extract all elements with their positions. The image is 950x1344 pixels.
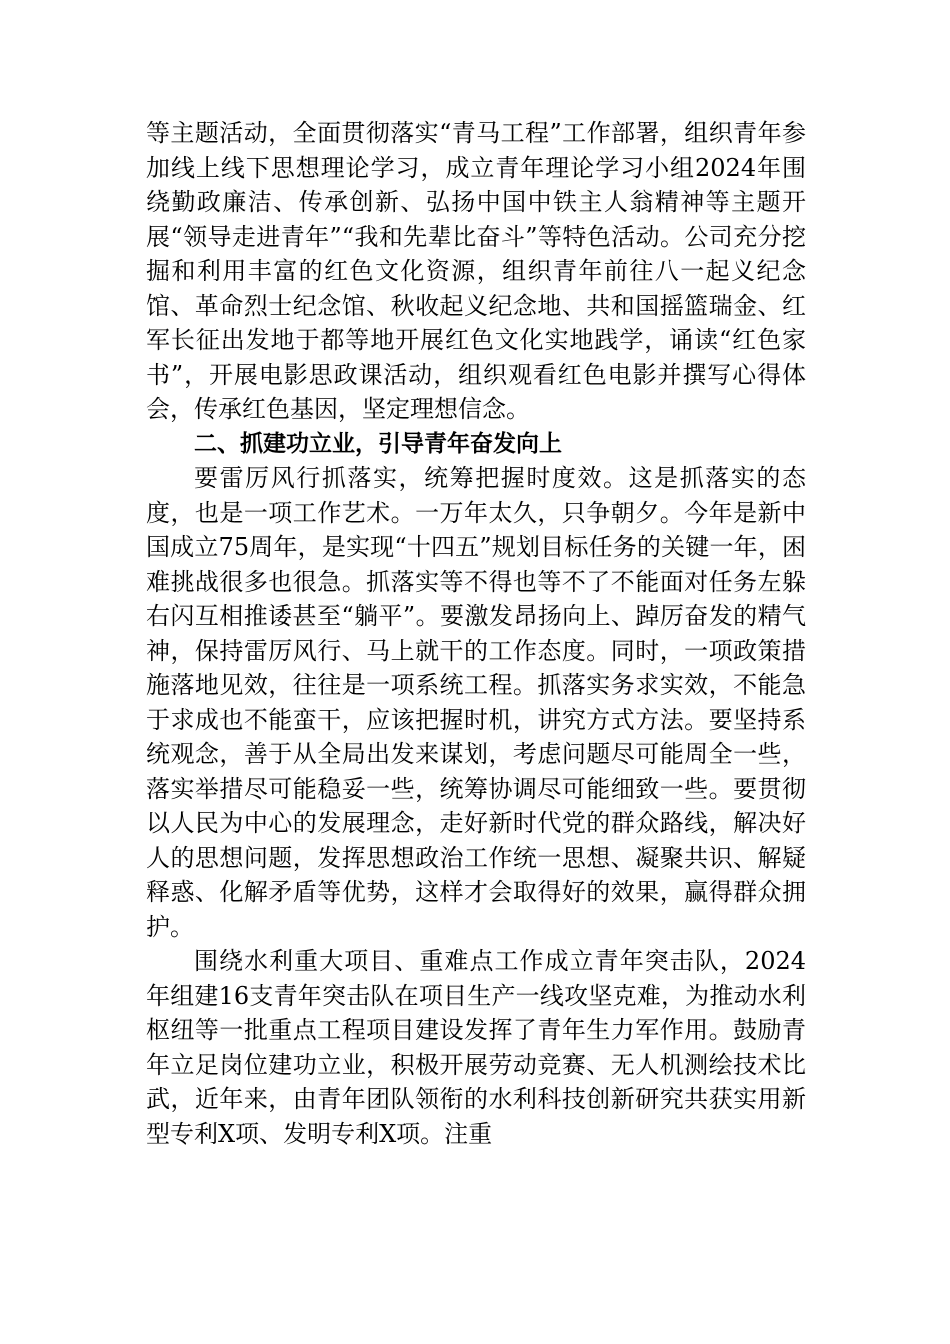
paragraph-youth-commando: 围绕水利重大项目、重难点工作成立青年突击队，2024年组建16支青年突击队在项目生产一线攻坚克难，为推动水利枢纽等一批重点工程项目建设发挥了青年生力军作用。鼓励青年立足岗位建功立业，积极开展劳动竞赛、无人机测绘技术比武，近年来，由青年团队领衔的水利科技创新研究共获实用新型专利X项、发明专利X项。注重 — [146, 947, 806, 1148]
paragraph-continued: 等主题活动，全面贯彻落实“青马工程”工作部署，组织青年参加线上线下思想理论学习，成立青年理论学习小组2024年围绕勤政廉洁、传承创新、弘扬中国中铁主人翁精神等主题开展“领导走进青年”“我和先辈比奋斗”等特色活动。公司充分挖掘和利用丰富的红色文化资源，组织青年前往八一起义纪念馆、革命烈士纪念馆、秋收起义纪念地、共和国摇篮瑞金、红军长征出发地于都等地开展红色文化实地践学，诵读“红色家书”，开展电影思政课活动，组织观看红色电影并撰写心得体会，传承红色基因，坚定理想信念。 — [146, 119, 806, 423]
paragraph-implementation: 要雷厉风行抓落实，统筹把握时度效。这是抓落实的态度，也是一项工作艺术。一万年太久，只争朝夕。今年是新中国成立75周年，是实现“十四五”规划目标任务的关键一年，困难挑战很多也很急。抓落实等不得也等不了不能面对任务左躲右闪互相推诿甚至“躺平”。要激发昂扬向上、踔厉奋发的精气神，保持雷厉风行、马上就干的工作态度。同时，一项政策措施落地见效，往往是一项系统工程。抓落实务求实效，不能急于求成也不能蛮干，应该把握时机，讲究方式方法。要坚持系统观念，善于从全局出发来谋划，考虑问题尽可能周全一些，落实举措尽可能稳妥一些，统筹协调尽可能细致一些。要贯彻以人民为中心的发展理念，走好新时代党的群众路线，解决好人的思想问题，发挥思想政治工作统一思想、凝聚共识、解疑释惑、化解矛盾等优势，这样才会取得好的效果，赢得群众拥护。 — [146, 464, 806, 941]
section-heading: 二、抓建功立业，引导青年奋发向上 — [194, 430, 562, 457]
document-body — [146, 116, 806, 1151]
